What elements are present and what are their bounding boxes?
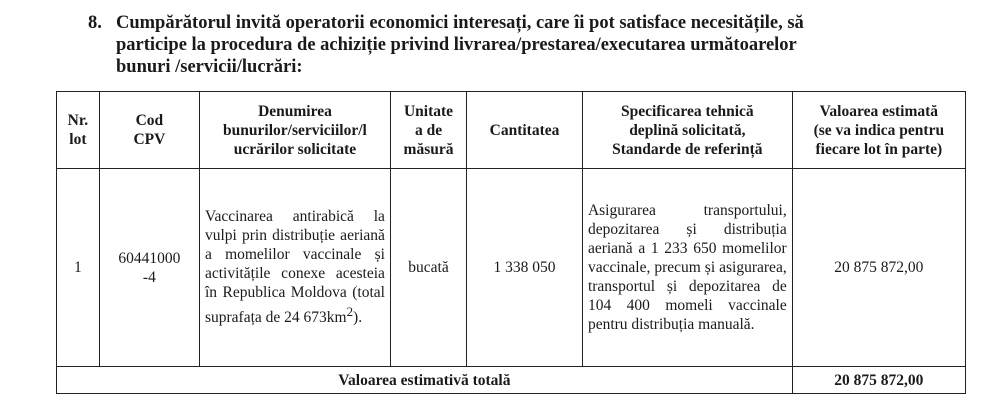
header-denumirea: Denumirea bunurilor/serviciilor/l ucrărilor solicitate bbox=[199, 92, 390, 169]
total-label: Valoarea estimativă totală bbox=[57, 367, 793, 394]
heading-line-1 bbox=[88, 12, 968, 34]
header-unitate: Unitate a de măsură bbox=[390, 92, 466, 169]
denumirea-end: ). bbox=[353, 309, 363, 327]
header-nr-lot: Nr. lot bbox=[57, 92, 100, 169]
cell-valoarea: 20 875 872,00 bbox=[792, 169, 965, 367]
procurement-table bbox=[56, 91, 966, 394]
heading-line-3: bunuri /servicii/lucrări: bbox=[116, 57, 303, 77]
heading-line-2: participe la procedura de achiziție privind livrarea/prestarea/executarea următoarelor bbox=[116, 35, 797, 55]
table-header-row bbox=[57, 92, 966, 169]
heading-text-1: Cumpărătorul invită operatorii economici interesați, care îi pot satisface necesitățile, să bbox=[116, 13, 804, 33]
header-valoarea: Valoarea estimată (se va indica pentru fiecare lot în parte) bbox=[792, 92, 965, 169]
denumirea-text: Vaccinarea antirabică la vulpi prin distribuție aeriană a momelilor vaccinale și activitățile conexe acesteia în Republica Moldova (total suprafața de 24 673km bbox=[204, 208, 385, 327]
denumirea-superscript: 2 bbox=[346, 304, 354, 320]
header-specificarea: Specificarea tehnică deplină solicitată, Standarde de referință bbox=[582, 92, 792, 169]
total-value: 20 875 872,00 bbox=[792, 367, 965, 394]
cell-denumirea bbox=[199, 169, 390, 367]
cell-cod-cpv: 60441000 -4 bbox=[99, 169, 199, 367]
cell-unitate: bucată bbox=[390, 169, 466, 367]
header-cantitatea: Cantitatea bbox=[467, 92, 583, 169]
cell-nr-lot: 1 bbox=[57, 169, 100, 367]
total-row bbox=[57, 367, 966, 394]
cell-specificarea: Asigurarea transportului, depozitarea și distribuția aeriană a 1 233 650 momelilor vaccinale, precum și asigurarea, transportul și depozitarea de 104 400 momeli vaccinale pentru distribuția manuală. bbox=[582, 169, 792, 367]
header-cod-cpv: Cod CPV bbox=[99, 92, 199, 169]
section-heading bbox=[88, 12, 968, 78]
table-row bbox=[57, 169, 966, 367]
cell-cantitatea: 1 338 050 bbox=[467, 169, 583, 367]
section-number: 8. bbox=[88, 13, 102, 33]
